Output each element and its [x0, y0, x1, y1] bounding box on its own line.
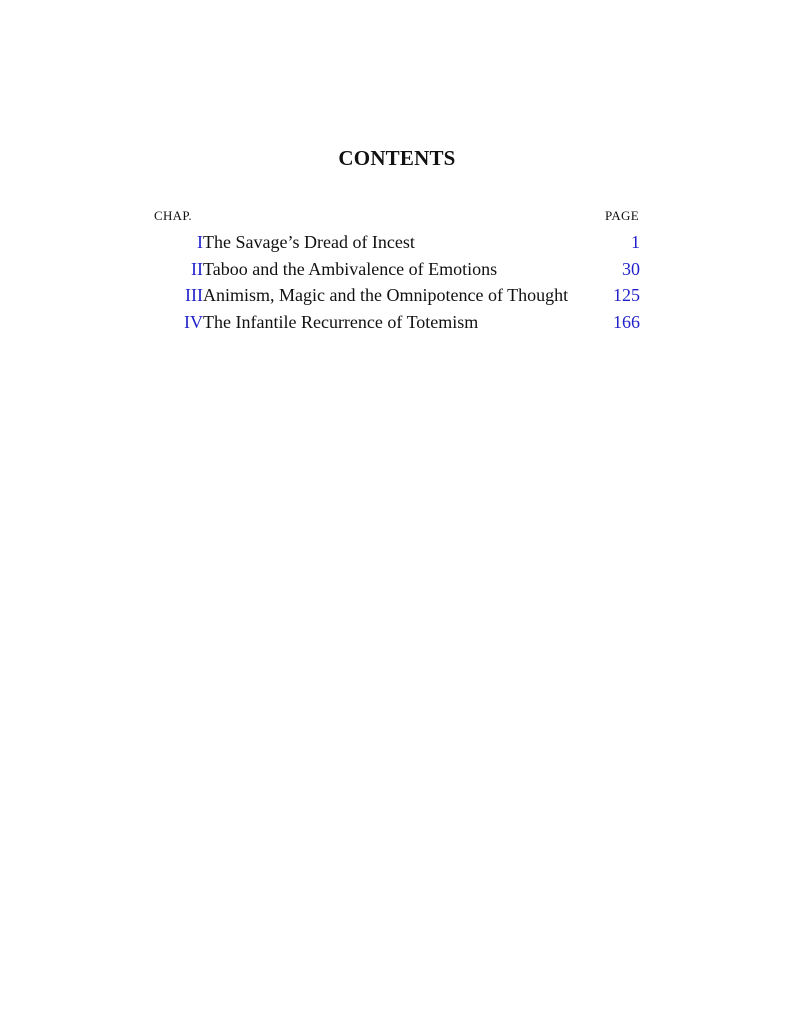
page-column-header: PAGE [605, 208, 639, 223]
page-number-link[interactable]: 125 [613, 285, 640, 305]
table-of-contents [154, 229, 640, 335]
chapter-title: Taboo and the Ambivalence of Emotions [203, 258, 498, 279]
chapter-numeral-link[interactable]: II [191, 258, 203, 279]
chapter-title: The Infantile Recurrence of Totemism [203, 311, 479, 332]
chapter-column-header: CHAP. [154, 208, 192, 223]
chapter-numeral-link[interactable]: I [197, 232, 203, 252]
toc-entry-1 [154, 229, 640, 256]
chapter-title: Animism, Magic and the Omnipotence of Thought [203, 285, 569, 305]
toc-entry-4 [154, 309, 640, 336]
page-number-link[interactable]: 166 [613, 311, 640, 332]
page-number-link[interactable]: 30 [622, 258, 640, 279]
chapter-title: The Savage’s Dread of Incest [203, 232, 415, 252]
contents-heading: CONTENTS [338, 146, 456, 170]
toc-entry-2 [154, 256, 640, 283]
chapter-numeral-link[interactable]: III [185, 285, 203, 305]
page-number-link[interactable]: 1 [631, 232, 640, 252]
chapter-numeral-link[interactable]: IV [184, 311, 203, 332]
toc-entry-3 [154, 282, 640, 309]
